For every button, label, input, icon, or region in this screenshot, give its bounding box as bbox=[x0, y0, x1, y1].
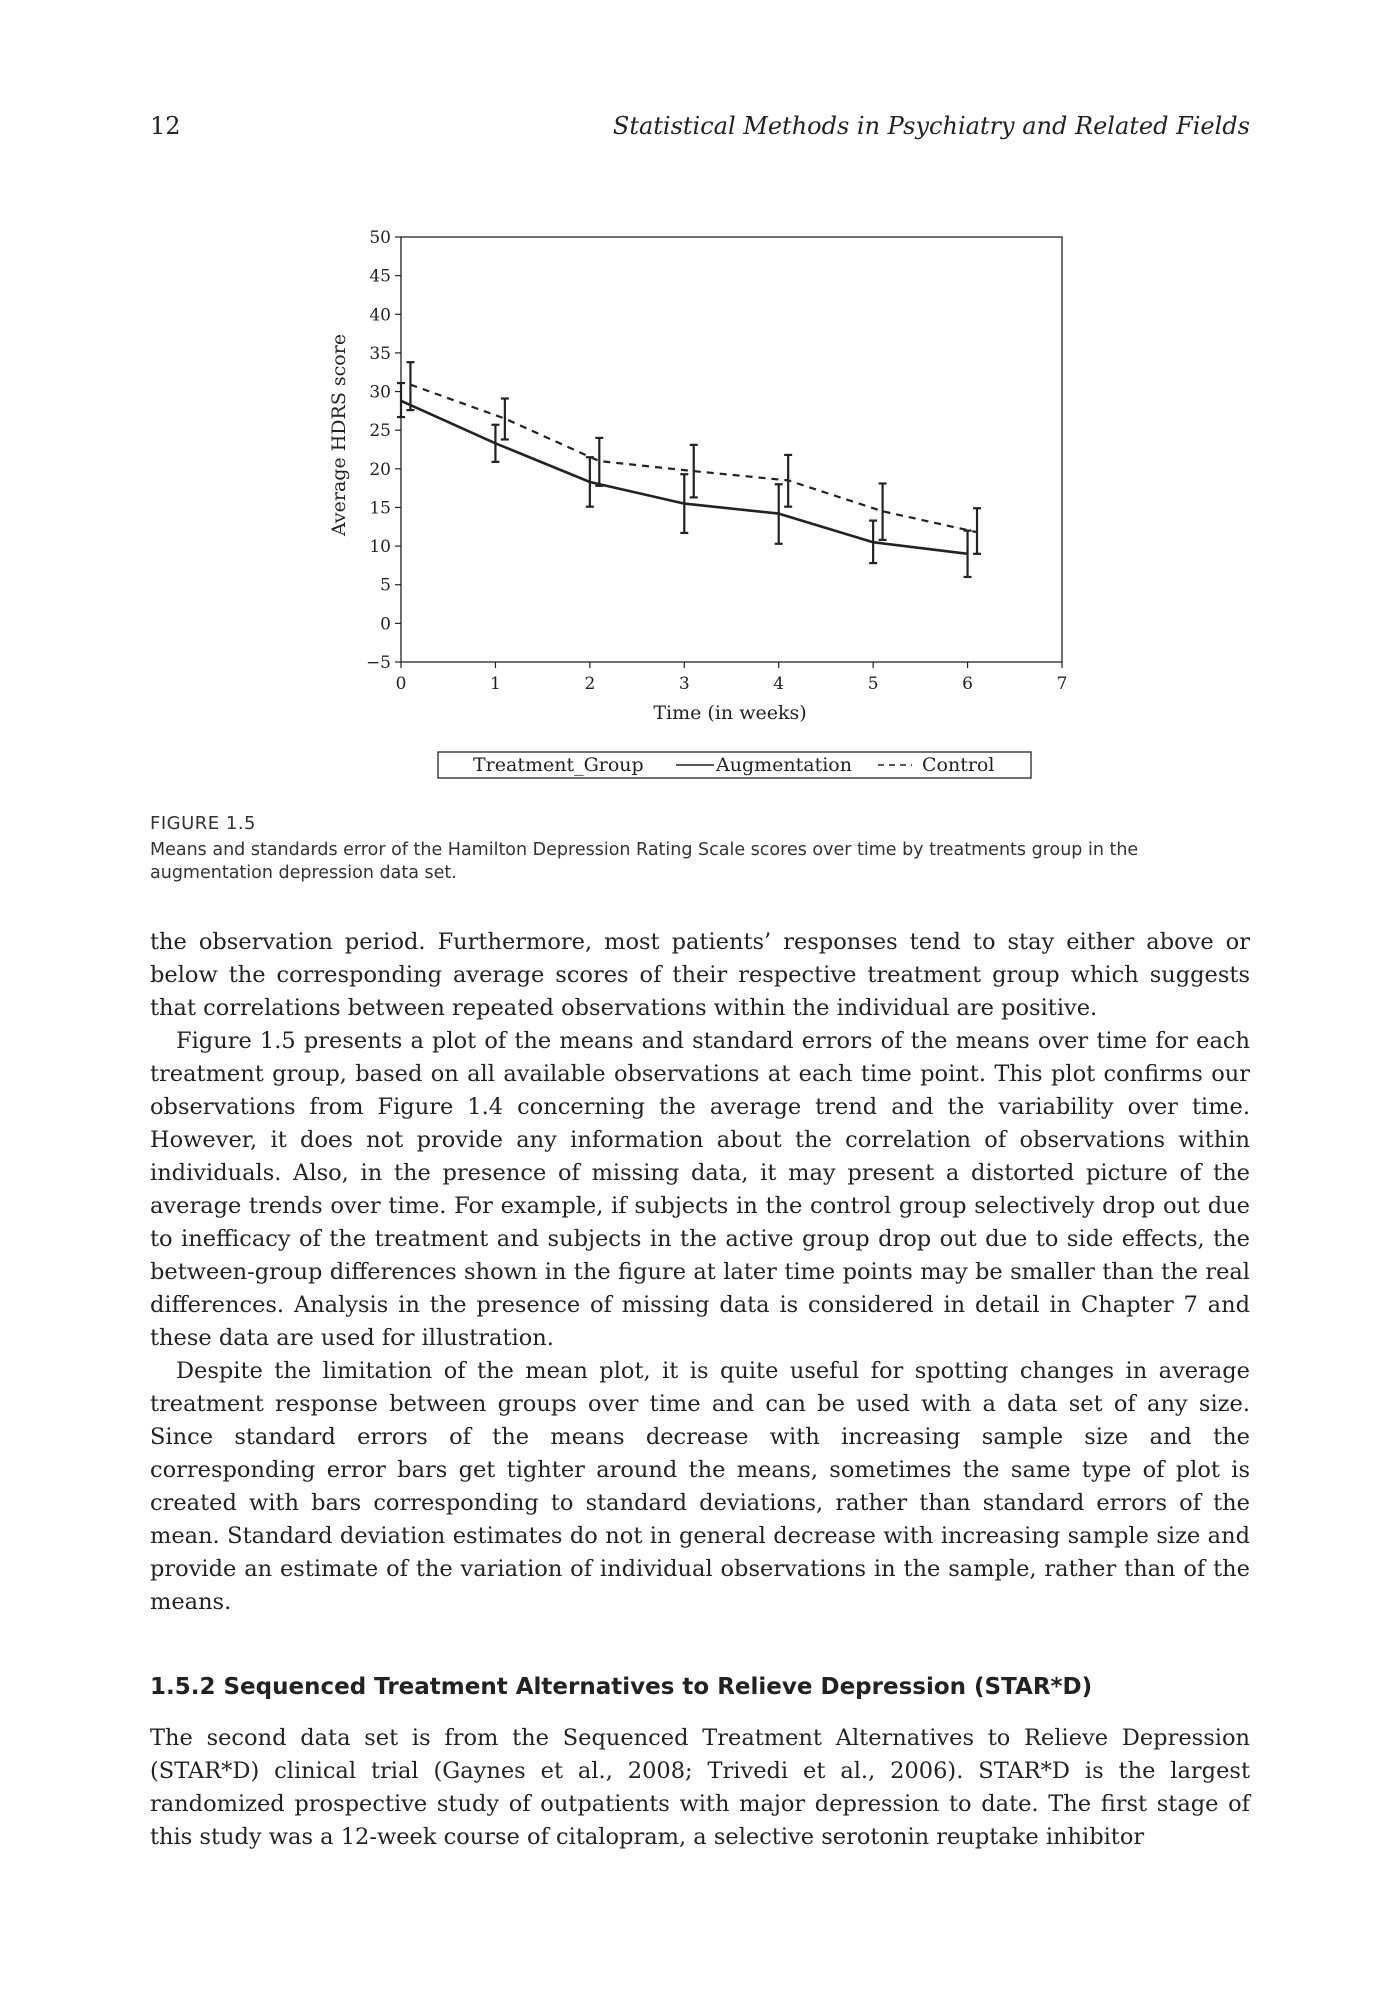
legend-entry-control: Control bbox=[922, 754, 995, 776]
x-tick-label: 2 bbox=[584, 674, 596, 694]
running-head bbox=[150, 112, 1250, 146]
y-tick-label: 50 bbox=[369, 228, 391, 248]
plot-frame bbox=[401, 237, 1062, 662]
y-tick-label: 0 bbox=[380, 614, 391, 635]
x-tick-label: 6 bbox=[962, 674, 973, 694]
y-tick-label: 40 bbox=[369, 305, 391, 326]
y-tick-label: 15 bbox=[369, 498, 391, 519]
x-tick-label: 4 bbox=[773, 674, 785, 694]
y-tick-label: 45 bbox=[369, 266, 391, 287]
body-text bbox=[150, 926, 1250, 1619]
figure-label: FIGURE 1.5 bbox=[150, 813, 257, 834]
chart-legend bbox=[438, 752, 1031, 778]
figure-caption bbox=[150, 813, 1250, 885]
paragraph: the observation period. Furthermore, most patients’ responses tend to stay either above or below the corresponding average scores of their respective treatment group which suggests that correlations between repeated observations within the individual are positive. bbox=[150, 929, 1250, 1021]
section-heading: 1.5.2 Sequenced Treatment Alternatives to Relieve Depression (STAR*D) bbox=[150, 1674, 1093, 1700]
x-axis-label: Time (in weeks) bbox=[653, 702, 807, 724]
figure-caption-text: Means and standards error of the Hamilton Depression Rating Scale scores over time by treatments group in the augmentation depression data set. bbox=[150, 840, 1139, 883]
mean-hdrs-chart bbox=[300, 225, 1100, 790]
legend-entry-augmentation: Augmentation bbox=[716, 754, 852, 776]
y-tick-label: 35 bbox=[369, 343, 391, 364]
y-tick-label: 25 bbox=[369, 421, 391, 442]
paragraph: The second data set is from the Sequenced Treatment Alternatives to Relieve Depression (STAR*D) clinical trial (Gaynes et al., 2008; Trivedi et al., 2006). STAR*D is the largest randomized prospective study of outpatients with major depression to date. The first stage of this study was a 12-week course of citalopram, a selective serotonin reuptake inhibitor bbox=[150, 1725, 1250, 1850]
x-tick-label: 0 bbox=[395, 674, 407, 694]
x-tick-label: 1 bbox=[490, 674, 501, 694]
legend-title: Treatment_Group bbox=[473, 754, 644, 776]
y-tick-label: 30 bbox=[369, 382, 391, 403]
chart-axes bbox=[366, 228, 1067, 694]
y-axis-label: Average HDRS score bbox=[328, 333, 350, 537]
x-tick-label: 3 bbox=[678, 674, 690, 694]
y-tick-label: 20 bbox=[369, 459, 391, 480]
chart-marks bbox=[397, 362, 981, 577]
section-body bbox=[150, 1722, 1250, 1854]
running-title: Statistical Methods in Psychiatry and Related Fields bbox=[612, 112, 1250, 140]
x-tick-label: 7 bbox=[1056, 674, 1068, 694]
page-number: 12 bbox=[150, 112, 181, 140]
y-tick-label: 10 bbox=[369, 537, 391, 558]
y-tick-label: 5 bbox=[380, 575, 391, 596]
x-tick-label: 5 bbox=[867, 674, 879, 694]
paragraph: Figure 1.5 presents a plot of the means and standard errors of the means over time for each treatment group, based on all available observations at each time point. This plot confirms our observations from Figure 1.4 concerning the average trend and the variability over time. However, it does not provide any information about the correlation of observations within individuals. Also, in the presence of missing data, it may present a distorted picture of the average trends over time. For example, if subjects in the control group selectively drop out due to inefficacy of the treatment and subjects in the active group drop out due to side effects, the between-group differences shown in the figure at later time points may be smaller than the real differences. Analysis in the presence of missing data is considered in detail in Chapter 7 and these data are used for illustration. bbox=[150, 1028, 1250, 1351]
y-tick-label: −5 bbox=[365, 653, 391, 673]
paragraph: Despite the limitation of the mean plot, it is quite useful for spotting changes in average treatment response between groups over time and can be used with a data set of any size. Since standard errors of the means decrease with increasing sample size and the corresponding error bars get tighter around the means, sometimes the same type of plot is created with bars corresponding to standard deviations, rather than standard errors of the mean. Standard deviation estimates do not in general decrease with increasing sample size and provide an estimate of the variation of individual observations in the sample, rather than of the means. bbox=[150, 1358, 1250, 1615]
